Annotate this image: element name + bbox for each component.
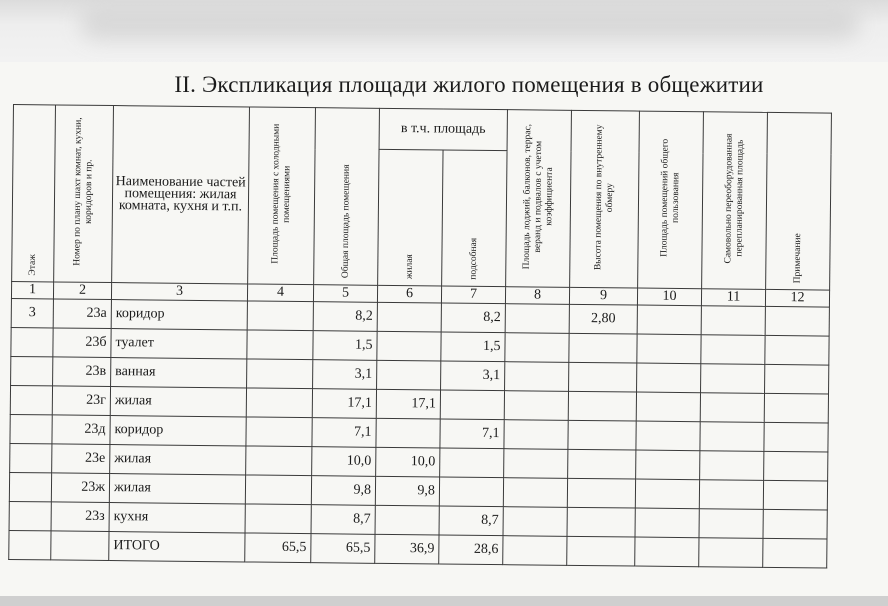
table-row: 23ж жилая 9,8 9,8	[9, 472, 827, 510]
table-row: 3 23а коридор 8,2 8,2 2,80	[11, 298, 829, 336]
header-room-name: Наименование частей помещения: жилая комната, кухня и т.п.	[112, 106, 250, 284]
header-balcony-area: Площадь лоджий, балконов, террас, веранд и подвалов с учетом коэффициента	[506, 110, 572, 288]
table-row: 23з кухня 8,7 8,7	[9, 501, 827, 539]
document-page	[0, 62, 888, 596]
header-height: Высота помещения по внутреннему обмеру	[570, 110, 640, 288]
table-row: 23в ванная 3,1 3,1	[11, 356, 829, 394]
table-row: 23б туалет 1,5 1,5	[11, 327, 829, 365]
blurred-top-region	[0, 0, 888, 62]
header-row	[13, 105, 831, 155]
table-row: 23г жилая 17,1 17,1	[10, 385, 828, 423]
header-living: жилая	[378, 150, 443, 286]
total-aux: 28,6	[439, 535, 503, 565]
header-incl-area: в т.ч. площадь	[379, 108, 507, 151]
header-total-area: Общая площадь помещения	[314, 108, 380, 286]
header-aux: подсобная	[442, 150, 507, 286]
table-row: 23е жилая 10,0 10,0	[10, 443, 828, 481]
total-label: ИТОГО	[109, 532, 245, 562]
header-unauthorized-area: Самовольно переоборудованная перепланированная площадь	[702, 112, 768, 290]
header-common-area: Площадь помещений общего пользования	[638, 111, 704, 289]
header-note: Примечание	[766, 112, 832, 290]
column-numbers-row: 1 2 3 4 5 6 7 8 9 10 11 12	[11, 281, 829, 307]
total-area: 65,5	[311, 534, 375, 564]
header-plan-number: Номер по плану шахт комнат, кухни, коридоров и пр.	[54, 105, 114, 283]
total-with-cold: 65,5	[245, 533, 311, 563]
explication-table	[8, 104, 832, 569]
table-row: 23д коридор 7,1 7,1	[10, 414, 828, 452]
bottom-edge	[0, 596, 888, 606]
header-area-cold: Площадь помещения с холодными помещениями	[248, 107, 316, 285]
total-living: 36,9	[375, 534, 439, 564]
document-title: II. Экспликация площади жилого помещения в общежитии	[174, 72, 764, 97]
header-floor: Этаж	[12, 105, 56, 282]
